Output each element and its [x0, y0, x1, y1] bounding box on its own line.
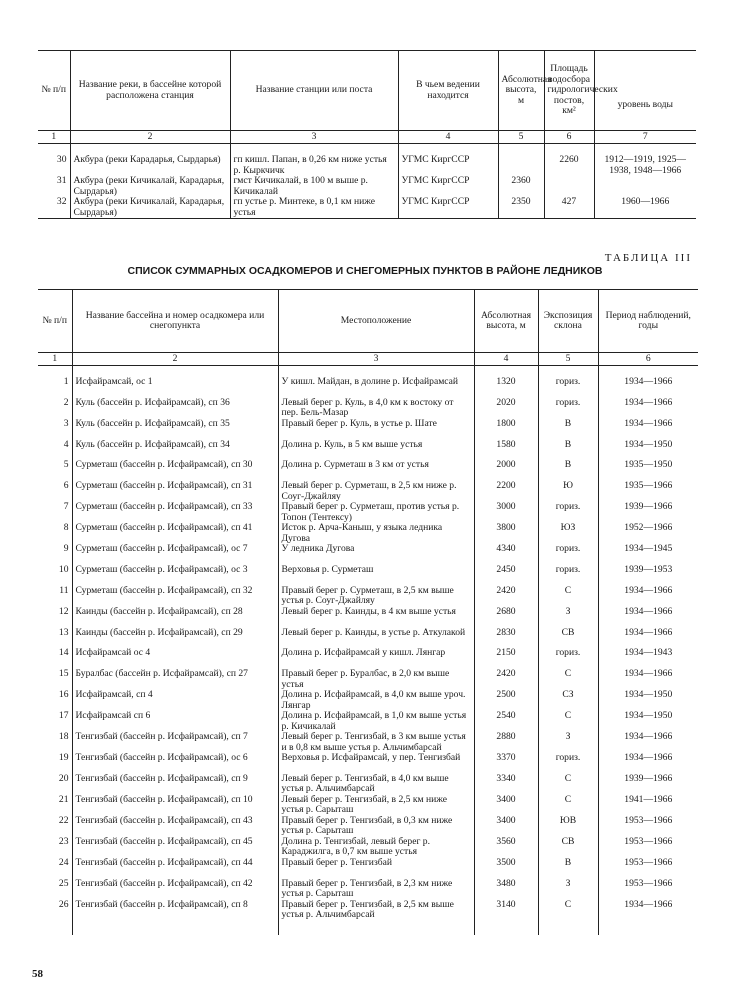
- cell-n: 5: [63, 459, 69, 471]
- cell-n: 22: [58, 814, 69, 826]
- cell-exp: СВ: [538, 628, 598, 649]
- cell-n: 23: [58, 835, 69, 847]
- cell-org: УГМС КиргССР: [398, 176, 498, 197]
- cell-n: 19: [58, 752, 69, 764]
- cell-org: УГМС КиргССР: [398, 155, 498, 176]
- table-row: [38, 774, 698, 795]
- cell-alt: 4340: [474, 544, 538, 565]
- cell-period: 1952—1966: [598, 523, 698, 544]
- cell-n: 9: [63, 543, 69, 555]
- cell-exp: З: [538, 607, 598, 628]
- cell-loc: Левый берег р. Сурметаш, в 2,5 км ниже р. Соуг-Джайляу: [278, 481, 474, 502]
- cell-name: Сурметаш (бассейн р. Исфайрамсай), сп 30: [72, 460, 278, 481]
- cell-period: 1939—1953: [598, 565, 698, 586]
- cell-name: Тенгизбай (бассейн р. Исфайрамсай), сп 45: [72, 837, 278, 858]
- cell-loc: Долина р. Исфайрамсай, в 4,0 км выше уроч. Лянгар: [278, 690, 474, 711]
- cell-station: гп устье р. Минтеке, в 0,1 км ниже устья: [230, 197, 398, 219]
- header-number: № п/п: [38, 290, 72, 353]
- cell-exp: С: [538, 900, 598, 935]
- cell-name: Тенгизбай (бассейн р. Исфайрамсай), сп 8: [72, 900, 278, 935]
- cell-exp: В: [538, 419, 598, 440]
- cell-name: Сурметаш (бассейн р. Исфайрамсай), ос 7: [72, 544, 278, 565]
- cell-alt: 3560: [474, 837, 538, 858]
- header-org: В чьем ведении находится: [398, 51, 498, 131]
- cell-loc: Правый берег р. Буралбас, в 2,0 км выше устья: [278, 669, 474, 690]
- cell-alt: 2350: [498, 197, 544, 219]
- cell-loc: У ледника Дугова: [278, 544, 474, 565]
- cell-name: Сурметаш (бассейн р. Исфайрамсай), сп 41: [72, 523, 278, 544]
- cell-name: Каинды (бассейн р. Исфайрамсай), сп 29: [72, 628, 278, 649]
- cell-n: 14: [58, 647, 69, 659]
- cell-alt: [498, 155, 544, 176]
- cell-loc: Правый берег р. Тенгизбай, в 2,3 км ниже устья р. Сарыташ: [278, 879, 474, 900]
- col-number: 7: [594, 131, 696, 144]
- cell-area: 427: [544, 197, 594, 219]
- table-row: [38, 440, 698, 461]
- table-row: [38, 377, 698, 398]
- cell-n: 26: [58, 898, 69, 910]
- cell-period: 1934—1966: [598, 628, 698, 649]
- header-river: Название реки, в бассейне которой расположена станция: [70, 51, 230, 131]
- cell-exp: гориз.: [538, 502, 598, 523]
- cell-name: Исфайрамсай сп 6: [72, 711, 278, 732]
- cell-period: 1953—1966: [598, 816, 698, 837]
- cell-loc: Левый берег р. Куль, в 4,0 км к востоку от пер. Бель-Мазар: [278, 398, 474, 419]
- cell-period: 1935—1966: [598, 481, 698, 502]
- cell-loc: Левый берег р. Каинды, в устье р. Аткулакой: [278, 628, 474, 649]
- cell-name: Исфайрамсай, ос 1: [72, 377, 278, 398]
- table-row: [38, 690, 698, 711]
- col-number: 3: [230, 131, 398, 144]
- table-row: [38, 732, 698, 753]
- header-altitude: Абсолютная высота, м: [498, 51, 544, 131]
- cell-loc: Верховья р. Исфайрамсай, у пер. Тенгизбай: [278, 753, 474, 774]
- table-row: [38, 795, 698, 816]
- cell-period: 1934—1950: [598, 711, 698, 732]
- cell-alt: 2020: [474, 398, 538, 419]
- cell-alt: 3400: [474, 795, 538, 816]
- header-water-level: уровень воды: [594, 51, 696, 131]
- table-row: [38, 628, 698, 649]
- cell-exp: гориз.: [538, 398, 598, 419]
- cell-exp: СЗ: [538, 690, 598, 711]
- cell-n: 1: [63, 376, 69, 387]
- table-row: [38, 544, 698, 565]
- cell-loc: Левый берег р. Тенгизбай, в 2,5 км ниже устья р. Сарыташ: [278, 795, 474, 816]
- table-row: [38, 837, 698, 858]
- cell-name: Сурметаш (бассейн р. Исфайрамсай), сп 31: [72, 481, 278, 502]
- cell-name: Куль (бассейн р. Исфайрамсай), сп 36: [72, 398, 278, 419]
- cell-river: Акбура (реки Кичикалай, Карадарья, Сырдарья): [70, 176, 230, 197]
- cell-n: 13: [58, 626, 69, 638]
- cell-period: 1941—1966: [598, 795, 698, 816]
- cell-period: 1934—1966: [598, 398, 698, 419]
- cell-alt: 2420: [474, 669, 538, 690]
- cell-period: 1934—1966: [598, 669, 698, 690]
- cell-n: 18: [58, 731, 69, 743]
- cell-exp: ЮВ: [538, 816, 598, 837]
- cell-name: Тенгизбай (бассейн р. Исфайрамсай), сп 10: [72, 795, 278, 816]
- header-location: Местоположение: [278, 290, 474, 353]
- column-numbers-row: [38, 353, 698, 366]
- cell-alt: 2420: [474, 586, 538, 607]
- cell-alt: 3400: [474, 816, 538, 837]
- cell-loc: Правый берег р. Тенгизбай, в 2,5 км выше устья р. Альчимбарсай: [278, 900, 474, 935]
- col-number: 5: [498, 131, 544, 144]
- cell-loc: Правый берег р. Сурметаш, против устья р. Топон (Тентексу): [278, 502, 474, 523]
- cell-loc: Долина р. Сурметаш в 3 км от устья: [278, 460, 474, 481]
- cell-exp: гориз.: [538, 648, 598, 669]
- cell-name: Тенгизбай (бассейн р. Исфайрамсай), сп 43: [72, 816, 278, 837]
- cell-n: 6: [63, 480, 69, 492]
- cell-name: Тенгизбай (бассейн р. Исфайрамсай), сп 7: [72, 732, 278, 753]
- cell-period: 1934—1966: [598, 607, 698, 628]
- cell-period: 1934—1966: [598, 377, 698, 398]
- cell-name: Тенгизбай (бассейн р. Исфайрамсай), сп 44: [72, 858, 278, 879]
- cell-exp: С: [538, 711, 598, 732]
- col-number: 4: [398, 131, 498, 144]
- cell-n: 11: [59, 584, 69, 596]
- cell-name: Тенгизбай (бассейн р. Исфайрамсай), сп 9: [72, 774, 278, 795]
- cell-n: 4: [63, 438, 69, 450]
- table-row: [38, 669, 698, 690]
- table-row: [38, 523, 698, 544]
- col-number: 2: [72, 353, 278, 366]
- cell-loc: Верховья р. Сурметаш: [278, 565, 474, 586]
- cell-alt: 2500: [474, 690, 538, 711]
- cell-exp: С: [538, 586, 598, 607]
- cell-period: 1934—1950: [598, 440, 698, 461]
- cell-loc: Левый берег р. Каинды, в 4 км выше устья: [278, 607, 474, 628]
- header-altitude: Абсолютная высота, м: [474, 290, 538, 353]
- cell-n: 12: [58, 605, 69, 617]
- cell-n: 30: [56, 154, 67, 165]
- cell-period: 1953—1966: [598, 879, 698, 900]
- cell-n: 20: [58, 772, 69, 784]
- table-title: СПИСОК СУММАРНЫХ ОСАДКОМЕРОВ И СНЕГОМЕРНЫХ ПУНКТОВ В РАЙОНЕ ЛЕДНИКОВ: [127, 265, 603, 277]
- table-row: [38, 879, 698, 900]
- cell-alt: 3500: [474, 858, 538, 879]
- cell-exp: Ю: [538, 481, 598, 502]
- cell-period: [594, 176, 696, 197]
- cell-exp: С: [538, 774, 598, 795]
- table-row: [38, 816, 698, 837]
- cell-alt: 3140: [474, 900, 538, 935]
- cell-period: 1912—1919, 1925—1938, 1948—1966: [594, 155, 696, 176]
- cell-alt: 3370: [474, 753, 538, 774]
- cell-period: 1939—1966: [598, 502, 698, 523]
- cell-exp: С: [538, 669, 598, 690]
- cell-loc: Правый берег р. Сурметаш, в 2,5 км выше устья р. Соуг-Джайляу: [278, 586, 474, 607]
- cell-station: гмст Кичикалай, в 100 м выше р. Кичикалай: [230, 176, 398, 197]
- cell-n: 24: [58, 856, 69, 868]
- cell-river: Акбура (реки Карадарья, Сырдарья): [70, 155, 230, 176]
- cell-alt: 3800: [474, 523, 538, 544]
- cell-alt: 2880: [474, 732, 538, 753]
- cell-loc: Правый берег р. Тенгизбай, в 0,3 км ниже устья р. Сарыташ: [278, 816, 474, 837]
- table-row: [38, 197, 696, 219]
- cell-exp: гориз.: [538, 377, 598, 398]
- header-exposure: Экспозиция склона: [538, 290, 598, 353]
- header-number: № п/п: [38, 51, 70, 131]
- table-row: [38, 155, 696, 176]
- cell-name: Исфайрамсай ос 4: [72, 648, 278, 669]
- page-number: 58: [32, 968, 43, 980]
- cell-period: 1934—1966: [598, 419, 698, 440]
- table-row: [38, 176, 696, 197]
- cell-exp: З: [538, 732, 598, 753]
- cell-loc: Правый берег р. Куль, в устье р. Шате: [278, 419, 474, 440]
- cell-exp: гориз.: [538, 753, 598, 774]
- cell-name: Куль (бассейн р. Исфайрамсай), сп 35: [72, 419, 278, 440]
- col-number: 3: [278, 353, 474, 366]
- cell-alt: 2830: [474, 628, 538, 649]
- table-row: [38, 900, 698, 935]
- cell-name: Исфайрамсай, сп 4: [72, 690, 278, 711]
- cell-loc: Долина р. Исфайрамсай, в 1,0 км выше устья р. Кичикалай: [278, 711, 474, 732]
- col-number: 1: [38, 131, 70, 144]
- cell-exp: В: [538, 858, 598, 879]
- cell-period: 1953—1966: [598, 858, 698, 879]
- cell-loc: Левый берег р. Тенгизбай, в 4,0 км выше устья р. Альчимбарсай: [278, 774, 474, 795]
- cell-name: Каинды (бассейн р. Исфайрамсай), сп 28: [72, 607, 278, 628]
- cell-n: 10: [58, 563, 69, 575]
- cell-loc: Исток р. Арча-Каныш, у языка ледника Дугова: [278, 523, 474, 544]
- col-number: 2: [70, 131, 230, 144]
- table-row: [38, 565, 698, 586]
- cell-alt: 2150: [474, 648, 538, 669]
- cell-exp: ЮЗ: [538, 523, 598, 544]
- table-row: [38, 648, 698, 669]
- col-number: 5: [538, 353, 598, 366]
- cell-name: Буралбас (бассейн р. Исфайрамсай), сп 27: [72, 669, 278, 690]
- cell-n: 15: [58, 668, 69, 680]
- cell-alt: 2000: [474, 460, 538, 481]
- table-row: [38, 753, 698, 774]
- cell-loc: Правый берег р. Тенгизбай: [278, 858, 474, 879]
- cell-name: Сурметаш (бассейн р. Исфайрамсай), ос 3: [72, 565, 278, 586]
- cell-alt: 2680: [474, 607, 538, 628]
- cell-alt: 2200: [474, 481, 538, 502]
- table-caption: ТАБЛИЦА III: [604, 252, 692, 264]
- cell-period: 1934—1966: [598, 586, 698, 607]
- cell-n: 21: [58, 793, 69, 805]
- header-period: Период наблюдений, годы: [598, 290, 698, 353]
- cell-alt: 2450: [474, 565, 538, 586]
- cell-period: 1934—1966: [598, 900, 698, 935]
- cell-n: 16: [58, 689, 69, 701]
- table-row: [38, 502, 698, 523]
- cell-org: УГМС КиргССР: [398, 197, 498, 219]
- cell-n: 25: [58, 877, 69, 889]
- cell-name: Сурметаш (бассейн р. Исфайрамсай), сп 33: [72, 502, 278, 523]
- cell-period: 1934—1943: [598, 648, 698, 669]
- col-number: 4: [474, 353, 538, 366]
- cell-alt: 2540: [474, 711, 538, 732]
- cell-exp: В: [538, 460, 598, 481]
- cell-name: Тенгизбай (бассейн р. Исфайрамсай), сп 42: [72, 879, 278, 900]
- cell-alt: 3000: [474, 502, 538, 523]
- cell-n: 2: [63, 396, 69, 408]
- cell-name: Тенгизбай (бассейн р. Исфайрамсай), ос 6: [72, 753, 278, 774]
- cell-loc: Долина р. Куль, в 5 км выше устья: [278, 440, 474, 461]
- cell-alt: 3340: [474, 774, 538, 795]
- cell-period: 1934—1950: [598, 690, 698, 711]
- cell-period: 1934—1945: [598, 544, 698, 565]
- cell-exp: В: [538, 440, 598, 461]
- cell-area: 2260: [544, 155, 594, 176]
- cell-station: гп кишл. Папан, в 0,26 км ниже устья р. Кыркчичк: [230, 155, 398, 176]
- cell-loc: Левый берег р. Тенгизбай, в 3 км выше устья и в 0,8 км выше устья р. Альчимбарсай: [278, 732, 474, 753]
- cell-n: 17: [58, 710, 69, 722]
- table-row: [38, 419, 698, 440]
- cell-alt: 1800: [474, 419, 538, 440]
- cell-n: 32: [38, 197, 70, 219]
- cell-period: 1960—1966: [594, 197, 696, 219]
- header-basin-name: Название бассейна и номер осадкомера или снегопункта: [72, 290, 278, 353]
- column-numbers-row: [38, 131, 696, 144]
- cell-loc: Долина р. Исфайрамсай у кишл. Лянгар: [278, 648, 474, 669]
- cell-river: Акбура (реки Кичикалай, Карадарья, Сырдарья): [70, 197, 230, 219]
- cell-loc: Долина р. Тенгизбай, левый берег р. Караджилга, в 0,7 км выше устья: [278, 837, 474, 858]
- cell-n: 31: [56, 175, 67, 186]
- cell-name: Сурметаш (бассейн р. Исфайрамсай), сп 32: [72, 586, 278, 607]
- cell-period: 1935—1950: [598, 460, 698, 481]
- table-row: [38, 398, 698, 419]
- cell-n: 7: [63, 501, 69, 513]
- col-number: 6: [544, 131, 594, 144]
- cell-alt: 3480: [474, 879, 538, 900]
- cell-period: 1934—1966: [598, 753, 698, 774]
- table-row: [38, 586, 698, 607]
- stations-table: [38, 50, 696, 219]
- precipitation-gauges-table: [38, 289, 698, 935]
- cell-exp: С: [538, 795, 598, 816]
- table-row: [38, 711, 698, 732]
- cell-n: 8: [63, 522, 69, 534]
- col-number: 6: [598, 353, 698, 366]
- table-row: [38, 858, 698, 879]
- cell-exp: гориз.: [538, 544, 598, 565]
- cell-alt: 1580: [474, 440, 538, 461]
- table-row: [38, 481, 698, 502]
- cell-exp: СВ: [538, 837, 598, 858]
- table-row: [38, 607, 698, 628]
- header-station: Название станции или поста: [230, 51, 398, 131]
- cell-exp: З: [538, 879, 598, 900]
- col-number: 1: [38, 353, 72, 366]
- header-area: Площадь водосбора гидрологических постов, км²: [544, 51, 594, 131]
- table-row: [38, 460, 698, 481]
- cell-n: 3: [63, 417, 69, 429]
- cell-loc: У кишл. Майдан, в долине р. Исфайрамсай: [278, 377, 474, 398]
- cell-area: [544, 176, 594, 197]
- cell-period: 1939—1966: [598, 774, 698, 795]
- cell-exp: гориз.: [538, 565, 598, 586]
- cell-alt: 2360: [498, 176, 544, 197]
- cell-name: Куль (бассейн р. Исфайрамсай), сп 34: [72, 440, 278, 461]
- cell-period: 1934—1966: [598, 732, 698, 753]
- cell-period: 1953—1966: [598, 837, 698, 858]
- cell-alt: 1320: [474, 377, 538, 398]
